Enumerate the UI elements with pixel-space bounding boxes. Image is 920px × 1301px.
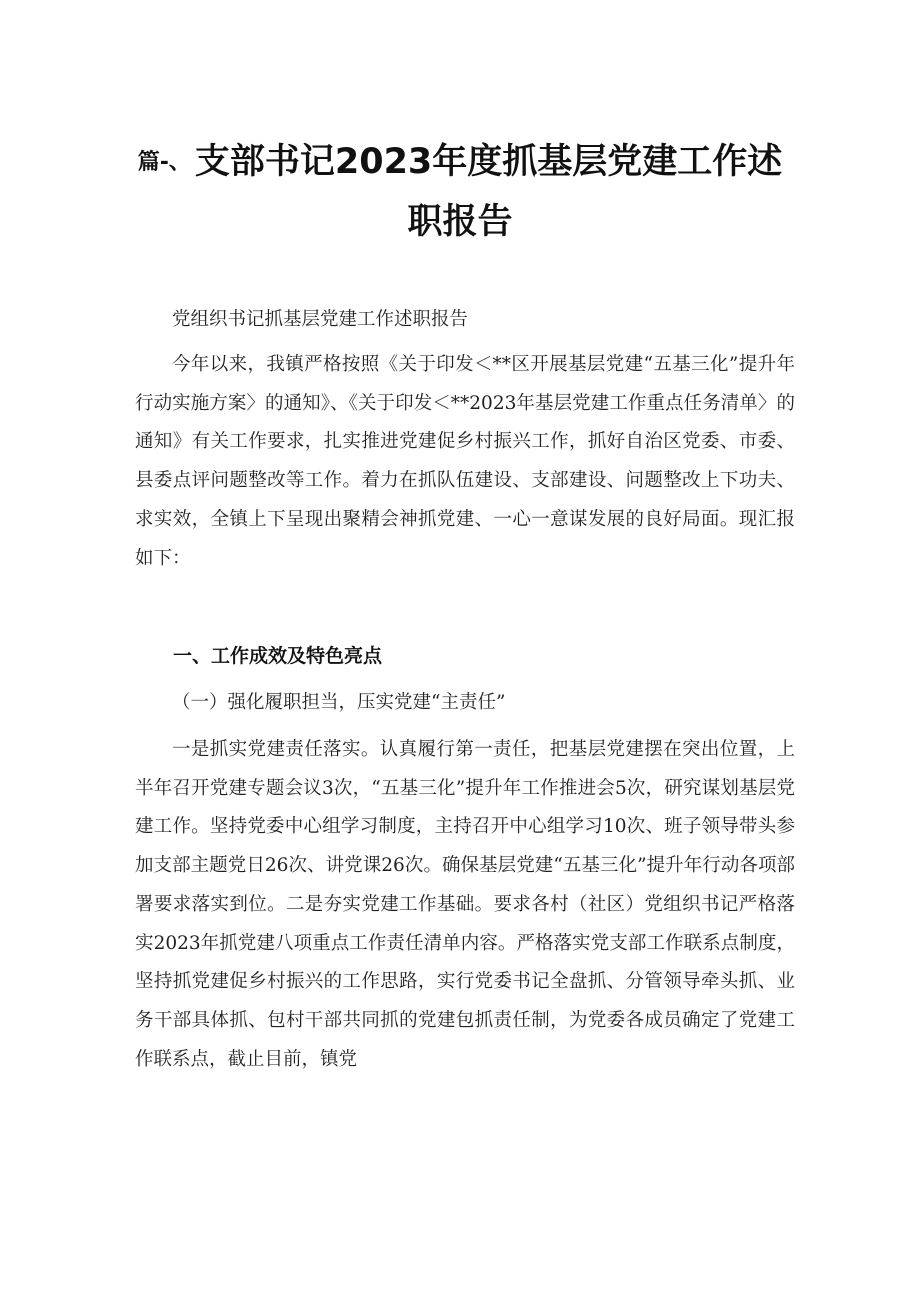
document-title-line-1	[100, 136, 820, 189]
section-body	[135, 731, 795, 1079]
document-title-line-2: 职报告	[407, 202, 513, 242]
title-prefix: 篇-、	[137, 150, 191, 175]
title-text-line-1: 支部书记2023年度抓基层党建工作述	[194, 142, 783, 182]
subsection-heading: （一）强化履职担当，压实党建“主责任”	[172, 692, 506, 713]
report-subtitle: 党组织书记抓基层党建工作述职报告	[172, 309, 469, 330]
intro-block	[135, 346, 795, 578]
section-heading: 一、工作成效及特色亮点	[173, 645, 383, 667]
section-paragraph: 一是抓实党建责任落实。认真履行第一责任，把基层党建摆在突出位置，上半年召开党建专题会议3次，“五基三化”提升年工作推进会5次，研究谋划基层党建工作。坚持党委中心组学习制度，主持召开中心组学习10次、班子领导带头参加支部主题党日26次、讲党课26次。确保基层党建“五基三化”提升年行动各项部署要求落实到位。二是夯实党建工作基础。要求各村（社区）党组织书记严格落实2023年抓党建八项重点工作责任清单内容。严格落实党支部工作联系点制度，坚持抓党建促乡村振兴的工作思路，实行党委书记全盘抓、分管领导牵头抓、业务干部具体抓、包村干部共同抓的党建包抓责任制，为党委各成员确定了党建工作联系点，截止目前，镇党	[135, 739, 795, 1070]
intro-paragraph: 今年以来，我镇严格按照《关于印发＜**区开展基层党建“五基三化”提升年行动实施方案〉的通知》、《关于印发＜**2023年基层党建工作重点任务清单〉的通知》有关工作要求，扎实推进党建促乡村振兴工作，抓好自治区党委、市委、县委点评问题整改等工作。着力在抓队伍建设、支部建设、问题整改上下功夫、求实效，全镇上下呈现出聚精会神抓党建、一心一意谋发展的良好局面。现汇报如下：	[135, 354, 795, 569]
